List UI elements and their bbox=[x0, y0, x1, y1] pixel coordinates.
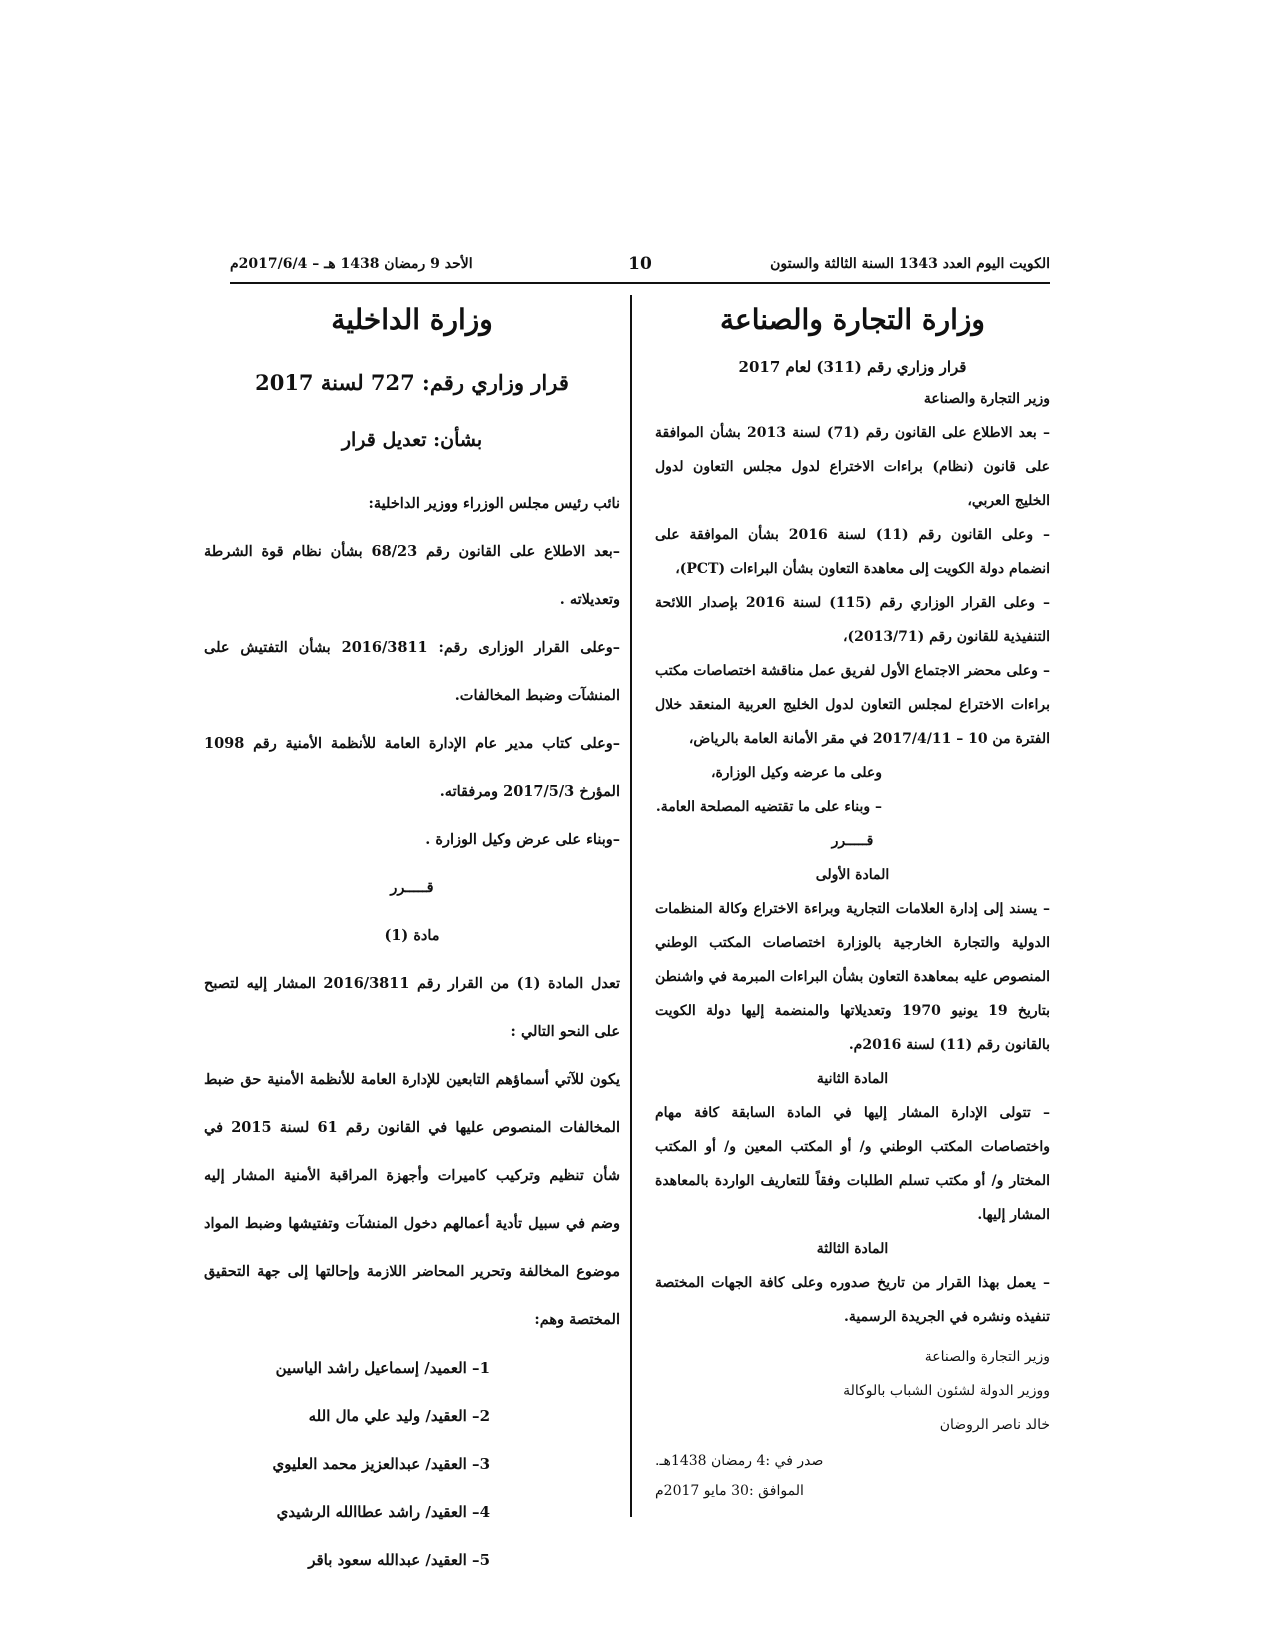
article-1-text: – يسند إلى إدارة العلامات التجارية وبراءة الاختراع وكالة المنظمات الدولية والتجارة الخارجية بالوزارة اختصاصات المكتب الوطني المنصوص عليه بمعاهدة التعاون بشأن البراءات المبرمة في واشنطن بتاريخ 19 يونيو 1970 وتعديلاتها والمنضمة إليها دولة الكويت بالقانون رقم (11) لسنة 2016م. bbox=[655, 901, 1050, 1053]
ministry-title: وزارة الداخلية bbox=[331, 303, 493, 336]
signature-block bbox=[655, 1340, 1050, 1442]
list-item: 4– العقيد/ راشد عطاالله الرشيدي bbox=[276, 1503, 490, 1521]
preamble-5: وعلى ما عرضه وكيل الوزارة، bbox=[710, 765, 882, 781]
article-title: مادة (1) bbox=[384, 927, 440, 944]
article-text-1: تعدل المادة (1) من القرار رقم 2016/3811 المشار إليه لتصبح على النحو التالي : bbox=[204, 975, 620, 1040]
interior-column bbox=[204, 296, 620, 1584]
decided-label: قـــــرر bbox=[390, 879, 434, 896]
page-number: 10 bbox=[628, 254, 652, 274]
issuer: نائب رئيس مجلس الوزراء ووزير الداخلية: bbox=[368, 495, 620, 512]
issue-info: الكويت اليوم العدد 1343 السنة الثالثة والستون bbox=[770, 256, 1050, 272]
authorized-officers-list bbox=[204, 1344, 620, 1584]
preamble-2: – وعلى القانون رقم (11) لسنة 2016 بشأن الموافقة على انضمام دولة الكويت إلى معاهدة التعاون بشأن البراءات (PCT)، bbox=[655, 527, 1050, 577]
article-2-text: – تتولى الإدارة المشار إليها في المادة السابقة كافة مهام واختصاصات المكتب الوطني و/ أو المكتب المعين و/ أو المكتب المختار و/ أو مكتب تسلم الطلبات وفقاً للتعاريف الواردة بالمعاهدة المشار إليها. bbox=[655, 1105, 1050, 1223]
article-1-title: المادة الأولى bbox=[815, 867, 890, 883]
decision-title: قرار وزاري رقم: 727 لسنة 2017 bbox=[255, 370, 569, 395]
preamble-3: – وعلى القرار الوزاري رقم (115) لسنة 2016 بإصدار اللائحة التنفيذية للقانون رقم (2013/71)، bbox=[655, 595, 1050, 645]
decided-label: قـــــرر bbox=[831, 833, 874, 849]
preamble-4: –وبناء على عرض وكيل الوزارة . bbox=[425, 831, 620, 848]
preamble-1: –بعد الاطلاع على القانون رقم 68/23 بشأن نظام قوة الشرطة وتعديلاته . bbox=[204, 543, 620, 608]
column-divider bbox=[630, 295, 632, 1517]
issued-gregorian: الموافق :30 مايو 2017م bbox=[655, 1483, 804, 1499]
preamble-6: – وبناء على ما تقتضيه المصلحة العامة. bbox=[655, 799, 882, 815]
signature-line-2: ووزير الدولة لشئون الشباب بالوكالة bbox=[843, 1383, 1050, 1399]
article-2-title: المادة الثانية bbox=[816, 1071, 889, 1087]
list-item: 3– العقيد/ عبدالعزيز محمد العليوي bbox=[272, 1455, 490, 1473]
preamble-4: – وعلى محضر الاجتماع الأول لفريق عمل مناقشة اختصاصات مكتب براءات الاختراع لمجلس التعاون لدول الخليج العربية المنعقد خلال الفترة من 10 – 2017/4/11 في مقر الأمانة العامة بالرياض، bbox=[655, 663, 1050, 747]
article-text-2: يكون للآتي أسماؤهم التابعين للإدارة العامة للأنظمة الأمنية حق ضبط المخالفات المنصوص عليها في القانون رقم 61 لسنة 2015 في شأن تنظيم وتركيب كاميرات وأجهزة المراقبة الأمنية المشار إليه وضم في سبيل تأدية أعمالهم دخول المنشآت وتفتيشها وضبط المواد موضوع المخالفة وتحرير المحاضر اللازمة وإحالتها إلى جهة التحقيق المختصة وهم: bbox=[204, 1071, 620, 1328]
page-header bbox=[230, 252, 1050, 284]
signature-line-1: وزير التجارة والصناعة bbox=[924, 1349, 1050, 1365]
issuer: وزير التجارة والصناعة bbox=[923, 391, 1050, 407]
ministry-title: وزارة التجارة والصناعة bbox=[720, 303, 985, 336]
preamble-2: –وعلى القرار الوزارى رقم: 2016/3811 بشأن التفتيش على المنشآت وضبط المخالفات. bbox=[204, 639, 620, 704]
list-item: 2– العقيد/ وليد علي مال الله bbox=[308, 1407, 490, 1425]
article-3-text: – يعمل بهذا القرار من تاريخ صدوره وعلى كافة الجهات المختصة تنفيذه ونشره في الجريدة الرسمية. bbox=[655, 1275, 1050, 1325]
commerce-column bbox=[655, 296, 1050, 1506]
signature-line-3: خالد ناصر الروضان bbox=[939, 1417, 1050, 1433]
issue-dates bbox=[655, 1446, 1050, 1506]
preamble-3: –وعلى كتاب مدير عام الإدارة العامة للأنظمة الأمنية رقم 1098 المؤرخ 2017/5/3 ومرفقاته. bbox=[204, 735, 620, 800]
decision-subject: بشأن: تعديل قرار bbox=[341, 429, 483, 451]
list-item: 5– العقيد/ عبدالله سعود باقر bbox=[308, 1551, 490, 1569]
issue-date: الأحد 9 رمضان 1438 هـ – 2017/6/4م bbox=[230, 256, 473, 272]
article-3-title: المادة الثالثة bbox=[816, 1241, 889, 1257]
issued-hijri: صدر في :4 رمضان 1438هـ. bbox=[655, 1453, 824, 1469]
decision-title: قرار وزاري رقم (311) لعام 2017 bbox=[738, 358, 967, 376]
preamble-1: – بعد الاطلاع على القانون رقم (71) لسنة 2013 بشأن الموافقة على قانون (نظام) براءات الاختراع لدول مجلس التعاون لدول الخليج العربي، bbox=[655, 425, 1050, 509]
list-item: 1– العميد/ إسماعيل راشد الياسين bbox=[275, 1359, 490, 1377]
